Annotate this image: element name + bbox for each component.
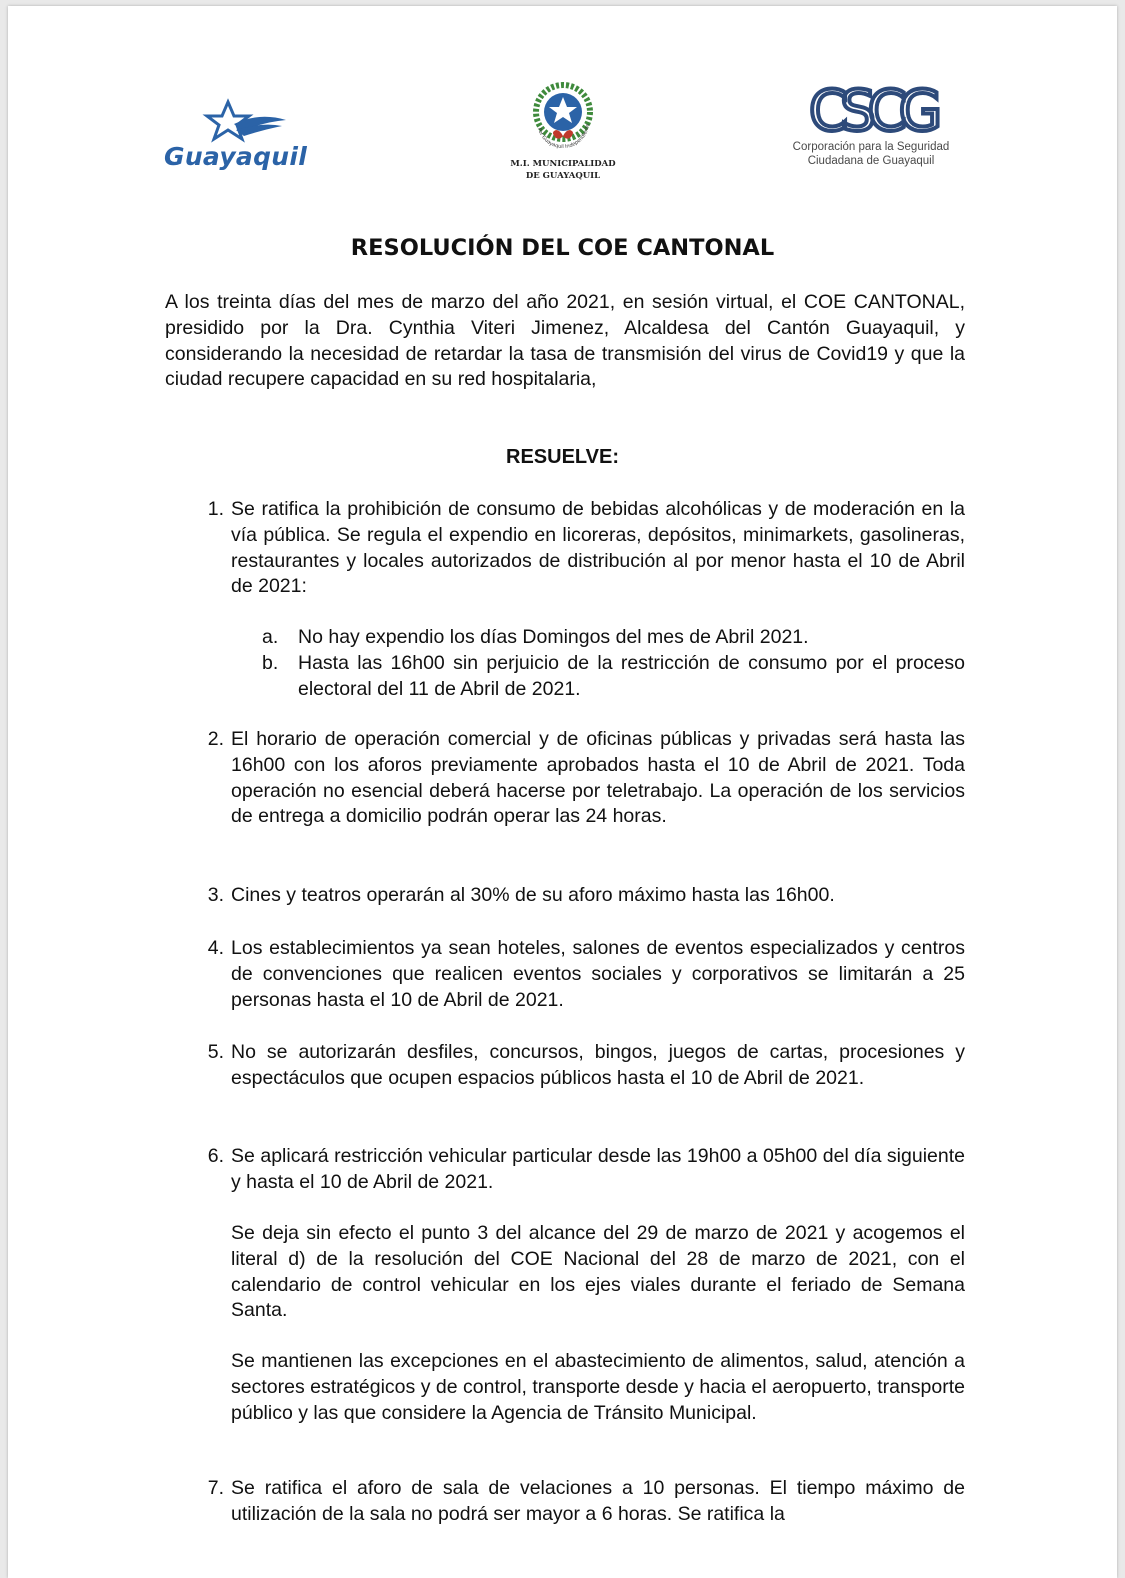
document-page (8, 6, 1117, 1578)
item-number: 4. (207, 937, 224, 959)
subitem-text: Hasta las 16h00 sin perjuicio de la restricción de consumo por el proceso electoral del 11 de Abril de 2021. (298, 652, 965, 700)
subitem-text: No hay expendio los días Domingos del mes de Abril 2021. (298, 626, 809, 648)
item-text: Se ratifica el aforo de sala de velaciones a 10 personas. El tiempo máximo de utilización de la sala no podrá ser mayor a 6 horas. Se ratifica la (231, 1477, 965, 1525)
intro-paragraph: A los treinta días del mes de marzo del año 2021, en sesión virtual, el COE CANTONAL, presidido por la Dra. Cynthia Viteri Jimenez, Alcaldesa del Cantón Guayaquil, y considerando la necesidad de retardar la tasa de transmisión del virus de Covid19 y que la ciudad recupere capacidad en su red hospitalaria, (165, 291, 965, 391)
cscg-mark (801, 80, 941, 140)
item-number: 6. (207, 1145, 224, 1167)
subitem-letter: a. (262, 626, 279, 648)
guayaquil-logo (164, 98, 314, 178)
item-number: 1. (207, 498, 224, 520)
item-text: No se autorizarán desfiles, concursos, bingos, juegos de cartas, procesiones y espectáculos que ocupen espacios públicos hasta el 10 de Abril de 2021. (231, 1041, 965, 1089)
cscg-subtitle: Corporación para la Seguridad Ciudadana de Guayaquil (792, 141, 950, 167)
star-logo-icon (164, 98, 314, 148)
item-text: El horario de operación comercial y de oficinas públicas y privadas será hasta las 16h00 con los aforos previamente aprobados hasta el 10 de Abril de 2021. Toda operación no esencial deberá hacerse por teletrabajo. La operación de los servicios de entrega a domicilio podrán operar las 24 horas. (231, 728, 965, 828)
item-text: Cines y teatros operarán al 30% de su aforo máximo hasta las 16h00. (231, 884, 835, 906)
subitem-letter: b. (262, 652, 279, 674)
municipality-name: M.I. MUNICIPALIDAD DE GUAYAQUIL (510, 159, 616, 181)
item-text: Se ratifica la prohibición de consumo de bebidas alcohólicas y de moderación en la vía pública. Se regula el expendio en licoreras, depósitos, minimarkets, gasolineras, restaurantes y locales autorizados de distribución al por menor hasta el 10 de Abril de 2021: (231, 498, 965, 598)
item-text: Los establecimientos ya sean hoteles, salones de eventos especializados y centros de convenciones que realicen eventos sociales y corporativos se limitarán a 25 personas hasta el 10 de Abril de 2021. (231, 937, 965, 1011)
item-number: 3. (207, 884, 224, 906)
document-title: RESOLUCIÓN DEL COE CANTONAL (350, 235, 775, 261)
municipality-seal-logo (498, 82, 628, 192)
cscg-logo (781, 80, 961, 190)
item-paragraph: Se mantienen las excepciones en el abastecimiento de alimentos, salud, atención a sectores estratégicos y de control, transporte desde y hacia el aeropuerto, transporte público y las que considere la Agencia de Tránsito Municipal. (231, 1350, 965, 1424)
seal-motto: Por Guayaquil Independiente (535, 123, 591, 151)
item-number: 7. (207, 1477, 224, 1499)
item-number: 2. (207, 728, 224, 750)
resuelve-heading: RESUELVE: (506, 446, 619, 468)
item-paragraph: Se deja sin efecto el punto 3 del alcance del 29 de marzo de 2021 y acogemos el literal d) de la resolución del COE Nacional del 28 de marzo de 2021, con el calendario de control vehicular en los ejes viales durante el feriado de Semana Santa. (231, 1222, 965, 1322)
item-number: 5. (207, 1041, 224, 1063)
item-text: Se aplicará restricción vehicular particular desde las 19h00 a 05h00 del día siguiente y hasta el 10 de Abril de 2021. (231, 1145, 965, 1193)
guayaquil-wordmark: Guayaquil (164, 142, 308, 171)
municipal-seal-icon (523, 82, 603, 164)
svg-text:CSCG: CSCG (809, 80, 935, 140)
